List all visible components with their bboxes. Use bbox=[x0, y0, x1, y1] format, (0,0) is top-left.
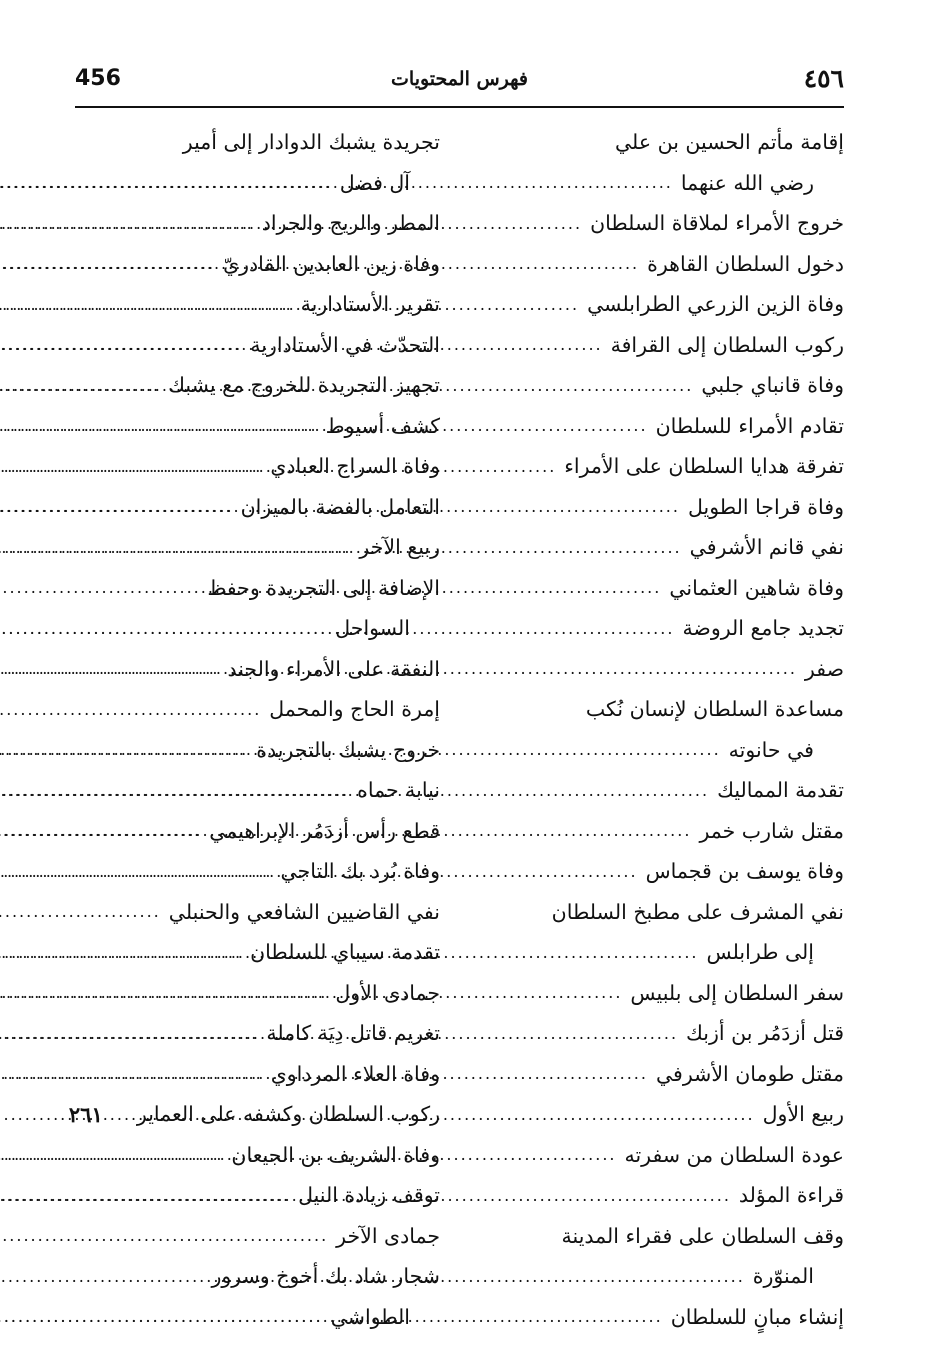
toc-entry-title: وفاة بُرد بك التاجي bbox=[280, 859, 440, 884]
toc-entry bbox=[74, 770, 440, 811]
toc-entry bbox=[74, 365, 440, 406]
toc-entry bbox=[74, 1297, 440, 1338]
toc-entry-title: سفر السلطان إلى بلبيس bbox=[630, 980, 844, 1005]
toc-entry-title: إقامة مأتم الحسين بن علي bbox=[614, 130, 844, 155]
toc-entry bbox=[74, 649, 440, 690]
toc-entry-title: خروج الأمراء لملاقاة السلطان bbox=[590, 211, 844, 236]
toc-entry-title: السواحل bbox=[335, 616, 410, 641]
toc-entry bbox=[484, 1256, 844, 1297]
toc-entry-title: نفي القاضيين الشافعي والحنبلي bbox=[168, 899, 440, 924]
toc-entry-title: الإضافة إلى التجريدة وحفظ bbox=[207, 575, 440, 600]
toc-entry-title: كشف أسيوط bbox=[325, 413, 440, 438]
toc-entry-title: إنشاء مبانٍ للسلطان bbox=[670, 1304, 844, 1329]
toc-entry-title: صفر bbox=[804, 656, 844, 681]
toc-entry bbox=[74, 122, 440, 163]
dot-leader bbox=[0, 295, 293, 314]
dot-leader bbox=[0, 1226, 328, 1245]
dot-leader bbox=[0, 416, 318, 435]
toc-entry-title: إمرة الحاج والمحمل bbox=[269, 697, 440, 722]
toc-entry bbox=[74, 1135, 440, 1176]
toc-entry-title: قطع رأس أزدَمُر الإبراهيمي bbox=[209, 818, 440, 843]
toc-entry bbox=[74, 1054, 440, 1095]
page-number-latin: 456 bbox=[75, 66, 121, 91]
toc-entry-title: المطر والريح والجراد bbox=[261, 211, 440, 236]
toc-entry-title: تجديد جامع الروضة bbox=[682, 616, 844, 641]
dot-leader bbox=[0, 862, 273, 881]
toc-entry bbox=[484, 811, 844, 852]
toc-entry bbox=[484, 244, 844, 285]
dot-leader bbox=[0, 700, 261, 719]
dot-leader bbox=[0, 821, 201, 840]
toc-entry-title: جمادى الأول bbox=[335, 980, 440, 1005]
toc-entry-title: وفاة السراج العبادي bbox=[270, 454, 440, 479]
toc-entry bbox=[74, 689, 440, 730]
toc-entry bbox=[68, 1094, 440, 1135]
toc-entry bbox=[484, 973, 844, 1014]
toc-entry bbox=[484, 649, 844, 690]
toc-entry bbox=[74, 284, 440, 325]
dot-leader bbox=[0, 1186, 290, 1205]
toc-entry-title: تجهيز التجريدة للخروج مع يشبك bbox=[168, 373, 440, 398]
toc-entry-title: تجريدة يشبك الدوادار إلى أمير bbox=[182, 130, 440, 155]
toc-entry bbox=[74, 730, 440, 771]
toc-entry bbox=[484, 730, 844, 771]
toc-entry-title: قتل أزدَمُر بن أزبك bbox=[686, 1021, 844, 1046]
toc-entry bbox=[484, 892, 844, 933]
dot-leader bbox=[0, 902, 161, 921]
toc-entry bbox=[74, 608, 440, 649]
toc-entry bbox=[74, 244, 440, 285]
toc-entry-title: تقرير الأستادارية bbox=[300, 292, 440, 317]
dot-leader bbox=[0, 1024, 258, 1043]
toc-entry bbox=[484, 406, 844, 447]
toc-entry bbox=[74, 568, 440, 609]
dot-leader bbox=[0, 173, 332, 192]
dot-leader bbox=[0, 254, 215, 273]
toc-entry bbox=[484, 203, 844, 244]
toc-entry bbox=[74, 851, 440, 892]
toc-entry-title: ربيع الآخر bbox=[359, 535, 440, 560]
dot-leader bbox=[0, 1307, 323, 1326]
toc-entry-title: نفي المشرف على مطبخ السلطان bbox=[551, 899, 844, 924]
toc-entry-page: ٢٦١ bbox=[68, 1101, 103, 1127]
toc-entry-title: ربيع الأول bbox=[762, 1102, 844, 1127]
toc-entry-title: آل فضل bbox=[339, 170, 410, 195]
toc-entry-title: جمادى الآخر bbox=[336, 1223, 440, 1248]
toc-entry-title: وقف السلطان على فقراء المدينة bbox=[561, 1223, 844, 1248]
toc-entry bbox=[484, 163, 844, 204]
dot-leader bbox=[0, 1064, 263, 1083]
toc-entry bbox=[484, 1135, 844, 1176]
toc-entry bbox=[74, 973, 440, 1014]
toc-entry bbox=[484, 487, 844, 528]
toc-entry bbox=[74, 446, 440, 487]
dot-leader bbox=[0, 983, 327, 1002]
toc-entry-title: نيابة حماه bbox=[357, 778, 440, 803]
toc-entry bbox=[484, 325, 844, 366]
toc-entry bbox=[484, 770, 844, 811]
toc-entry bbox=[74, 325, 440, 366]
toc-entry bbox=[74, 406, 440, 447]
toc-entry bbox=[74, 487, 440, 528]
toc-entry-title: المنوّرة bbox=[752, 1264, 814, 1289]
toc-entry-title: قراءة المؤلد bbox=[738, 1183, 844, 1208]
toc-entry bbox=[74, 203, 440, 244]
toc-entry bbox=[484, 851, 844, 892]
toc-entry bbox=[484, 568, 844, 609]
toc-entry-title: مقتل شارب خمر bbox=[699, 818, 844, 843]
toc-entry bbox=[74, 163, 440, 204]
toc-entry-title: تقدمة المماليك bbox=[717, 778, 844, 803]
toc-entry bbox=[484, 689, 844, 730]
dot-leader bbox=[0, 497, 233, 516]
toc-entry-title: تقادم الأمراء للسلطان bbox=[655, 413, 844, 438]
toc-entry-title: ركوب السلطان إلى القرافة bbox=[610, 332, 844, 357]
dot-leader bbox=[0, 335, 242, 354]
toc-entry-title: وفاة قراجا الطويل bbox=[687, 494, 844, 519]
toc-entry bbox=[74, 1216, 440, 1257]
toc-entry bbox=[484, 1054, 844, 1095]
toc-entry-title: وفاة العلاء المرداوي bbox=[270, 1061, 440, 1086]
toc-entry-title: في حانوته bbox=[728, 737, 814, 762]
toc-entry bbox=[484, 932, 844, 973]
toc-entry-title: شجار شاد بك أخوخ وسرور bbox=[211, 1264, 440, 1289]
dot-leader bbox=[0, 376, 160, 395]
toc-entry bbox=[484, 1094, 844, 1135]
toc-entry bbox=[74, 892, 440, 933]
toc-entry-title: ركوب السلطان وكشفه على العماير bbox=[136, 1102, 440, 1127]
dot-leader bbox=[0, 659, 219, 678]
toc-entry-title: التحدّث في الأستادارية bbox=[250, 332, 440, 357]
toc-entry bbox=[484, 365, 844, 406]
toc-entry-title: وفاة زين العابدين القادريّ bbox=[223, 251, 440, 276]
dot-leader bbox=[0, 781, 349, 800]
toc-entry-title: تفرقة هدايا السلطان على الأمراء bbox=[564, 454, 844, 479]
toc-entry-title: عودة السلطان من سفرته bbox=[624, 1142, 844, 1167]
dot-leader bbox=[0, 1145, 223, 1164]
toc-entry bbox=[74, 932, 440, 973]
toc-entry-title: توقف زيادة النيل bbox=[298, 1183, 440, 1208]
running-title: فهرس المحتويات bbox=[391, 68, 528, 90]
header-rule bbox=[75, 106, 844, 108]
toc-entry-title: تقدمة سيباي للسلطان bbox=[250, 940, 440, 965]
toc-entry-title: النفقة على الأمراء والجند bbox=[227, 656, 440, 681]
toc-entry-title: الطواشي bbox=[330, 1304, 410, 1329]
toc-entry bbox=[484, 1013, 844, 1054]
toc-entry bbox=[484, 608, 844, 649]
toc-column-left bbox=[68, 122, 440, 1337]
toc-entry-title: نفي قانم الأشرفي bbox=[689, 535, 844, 560]
dot-leader bbox=[0, 943, 242, 962]
toc-entry bbox=[484, 527, 844, 568]
toc-entry bbox=[74, 811, 440, 852]
toc-entry-title: وفاة شاهين العثماني bbox=[669, 575, 844, 600]
toc-entry-title: مقتل طومان الأشرفي bbox=[655, 1061, 844, 1086]
toc-entry-title: إلى طرابلس bbox=[706, 940, 814, 965]
page-number-arabic: ٤٥٦ bbox=[803, 64, 844, 93]
toc-entry bbox=[484, 284, 844, 325]
toc-entry-title: مساعدة السلطان لإنسان نُكب bbox=[585, 697, 844, 722]
toc-entry-title: دخول السلطان القاهرة bbox=[647, 251, 844, 276]
toc-entry bbox=[74, 1013, 440, 1054]
dot-leader bbox=[0, 214, 254, 233]
toc-entry bbox=[484, 1175, 844, 1216]
toc-entry bbox=[484, 1216, 844, 1257]
toc-entry-title: التعامل بالفضة بالميزان bbox=[240, 494, 440, 519]
toc-entry-title: خروج يشبك بالتجريدة bbox=[256, 737, 440, 762]
toc-entry-title: وفاة قانباي جلبي bbox=[701, 373, 844, 398]
toc-entry bbox=[484, 1297, 844, 1338]
toc-entry bbox=[74, 1256, 440, 1297]
toc-entry-title: وفاة الشريف بن الجيعان bbox=[231, 1142, 440, 1167]
toc-entry-title: تغريم قاتل دِيَة كاملة bbox=[266, 1021, 440, 1046]
page-header bbox=[75, 62, 844, 98]
toc-entry bbox=[484, 446, 844, 487]
dot-leader bbox=[0, 457, 262, 476]
toc-entry-title: وفاة يوسف بن قجماس bbox=[645, 859, 844, 884]
toc-column-right bbox=[484, 122, 844, 1337]
dot-leader bbox=[0, 538, 351, 557]
dot-leader bbox=[0, 619, 327, 638]
toc-entry-title: رضي الله عنهما bbox=[680, 170, 814, 195]
toc-entry bbox=[74, 527, 440, 568]
toc-entry-title: وفاة الزين الزرعي الطرابلسي bbox=[587, 292, 844, 317]
dot-leader bbox=[0, 740, 248, 759]
toc-entry bbox=[74, 1175, 440, 1216]
toc-entry bbox=[484, 122, 844, 163]
